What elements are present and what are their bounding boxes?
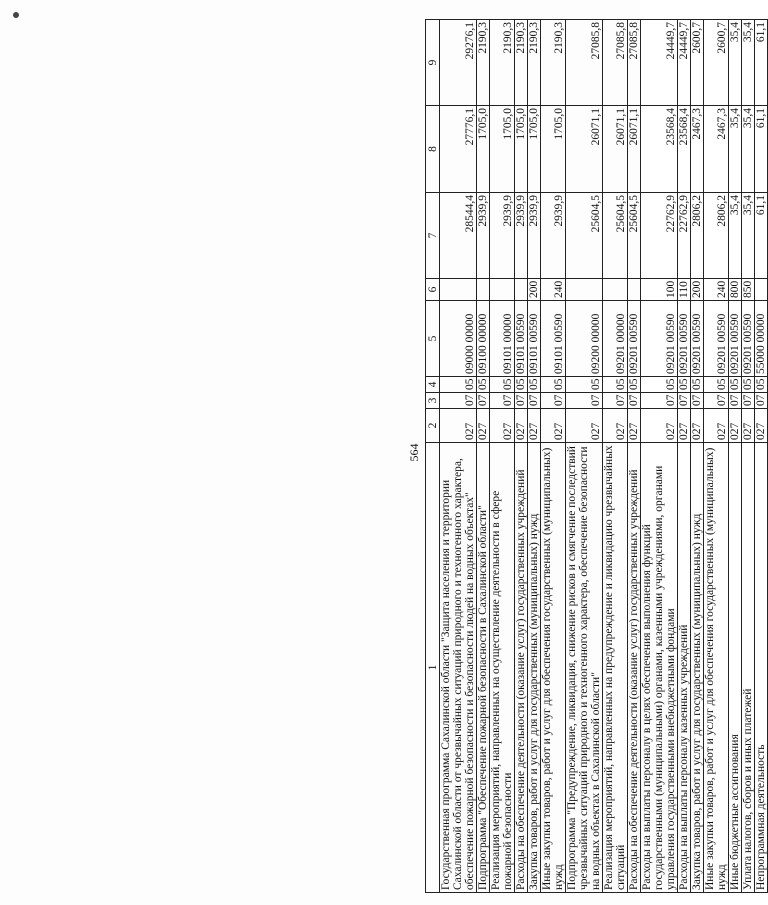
amount-col8-cell: 26071,1 [628,106,641,193]
amount-col7-cell: 2939,9 [528,193,541,279]
table-row [691,20,704,893]
amount-col9-cell: 24449,7 [641,20,678,106]
expense-type-cell: 240 [704,279,729,301]
table-row [704,20,729,893]
amount-col9-cell: 27085,8 [566,20,603,106]
row-name-cell: Подпрограмма "Обеспечение пожарной безопасности в Сахалинской области" [477,443,490,893]
amount-col8-cell: 23568,4 [678,106,691,193]
section-code-cell: 07 [603,393,628,409]
expense-type-cell [566,279,603,301]
admin-code-cell: 027 [729,409,742,443]
admin-code-cell: 027 [440,409,477,443]
amount-col8-cell: 23568,4 [641,106,678,193]
target-article-cell: 09201 00590 [729,301,742,377]
header-cell: 6 [426,279,440,301]
row-name-cell: Расходы на выплаты персоналу казенных учреждений [678,443,691,893]
table-row [755,20,768,893]
subsection-code-cell: 05 [490,377,515,393]
header-cell: 9 [426,20,440,106]
header-cell: 3 [426,393,440,409]
subsection-code-cell: 05 [704,377,729,393]
admin-code-cell: 027 [691,409,704,443]
amount-col9-cell: 29276,1 [440,20,477,106]
amount-col9-cell: 2600,7 [704,20,729,106]
expense-type-cell: 240 [541,279,566,301]
amount-col7-cell: 35,4 [742,193,755,279]
section-code-cell: 07 [490,393,515,409]
amount-col7-cell: 2939,9 [541,193,566,279]
target-article-cell: 55000 00000 [755,301,768,377]
row-name-cell: Уплата налогов, сборов и иных платежей [742,443,755,893]
expense-type-cell [490,279,515,301]
row-name-cell: Иные бюджетные ассигнования [729,443,742,893]
table-row [678,20,691,893]
amount-col9-cell: 35,4 [729,20,742,106]
row-name-cell: Непрограммная деятельность [755,443,768,893]
subsection-code-cell: 05 [729,377,742,393]
subsection-code-cell: 05 [515,377,528,393]
table-row [729,20,742,893]
header-cell: 1 [426,443,440,893]
section-code-cell: 07 [515,393,528,409]
amount-col8-cell: 1705,0 [490,106,515,193]
admin-code-cell: 027 [678,409,691,443]
expense-type-cell: 850 [742,279,755,301]
section-code-cell: 07 [678,393,691,409]
subsection-code-cell: 05 [566,377,603,393]
subsection-code-cell: 05 [440,377,477,393]
subsection-code-cell: 05 [628,377,641,393]
expense-type-cell: 200 [691,279,704,301]
amount-col7-cell: 25604,5 [566,193,603,279]
page-number: 564 [407,443,421,462]
target-article-cell: 09201 00000 [603,301,628,377]
target-article-cell: 09101 00590 [515,301,528,377]
section-code-cell: 07 [641,393,678,409]
admin-code-cell: 027 [603,409,628,443]
expense-type-cell: 200 [528,279,541,301]
subsection-code-cell: 05 [528,377,541,393]
section-code-cell: 07 [691,393,704,409]
admin-code-cell: 027 [528,409,541,443]
row-name-cell: Государственная программа Сахалинской области "Защита населения и территории Сахалинской области от чрезвычайных ситуаций природного и техногенного характера, обеспечение пожарной безопасности и безопасности людей на водных объектах" [440,443,477,893]
amount-col7-cell: 61,1 [755,193,768,279]
table-row [628,20,641,893]
row-name-cell: Закупка товаров, работ и услуг для государственных (муниципальных) нужд [528,443,541,893]
subsection-code-cell: 05 [477,377,490,393]
table-row [440,20,477,893]
admin-code-cell: 027 [490,409,515,443]
admin-code-cell: 027 [628,409,641,443]
section-code-cell: 07 [528,393,541,409]
amount-col8-cell: 26071,1 [603,106,628,193]
section-code-cell: 07 [541,393,566,409]
amount-col8-cell: 1705,0 [541,106,566,193]
admin-code-cell: 027 [566,409,603,443]
expense-type-cell [755,279,768,301]
amount-col7-cell: 2939,9 [515,193,528,279]
target-article-cell: 09201 00590 [641,301,678,377]
expense-type-cell [515,279,528,301]
amount-col9-cell: 2190,3 [515,20,528,106]
target-article-cell: 09000 00000 [440,301,477,377]
expense-type-cell: 800 [729,279,742,301]
subsection-code-cell: 05 [641,377,678,393]
table-row [566,20,603,893]
amount-col8-cell: 26071,1 [566,106,603,193]
expense-type-cell [628,279,641,301]
section-code-cell: 07 [628,393,641,409]
table-row [477,20,490,893]
admin-code-cell: 027 [477,409,490,443]
target-article-cell: 09101 00590 [528,301,541,377]
section-code-cell: 07 [566,393,603,409]
expense-type-cell [477,279,490,301]
expense-type-cell: 100 [641,279,678,301]
subsection-code-cell: 05 [755,377,768,393]
header-cell: 5 [426,301,440,377]
table-row [603,20,628,893]
row-name-cell: Расходы на обеспечение деятельности (оказание услуг) государственных учреждений [628,443,641,893]
row-name-cell: Подпрограмма "Предупреждение, ликвидация, снижение рисков и смягчение последствий чрезвычайных ситуаций природного и техногенного характера, обеспечение безопасности на водных объектах в Сахалинской области" [566,443,603,893]
table-row [742,20,755,893]
row-name-cell: Реализация мероприятий, направленных на осуществление деятельности в сфере пожарной безопасности [490,443,515,893]
expense-type-cell [603,279,628,301]
amount-col9-cell: 2190,3 [528,20,541,106]
amount-col7-cell: 25604,5 [628,193,641,279]
subsection-code-cell: 05 [603,377,628,393]
table-row [515,20,528,893]
header-cell: 4 [426,377,440,393]
header-cell: 2 [426,409,440,443]
amount-col9-cell: 2190,3 [490,20,515,106]
amount-col8-cell: 2467,3 [691,106,704,193]
section-code-cell: 07 [477,393,490,409]
target-article-cell: 09201 00590 [742,301,755,377]
amount-col7-cell: 2806,2 [691,193,704,279]
row-name-cell: Иные закупки товаров, работ и услуг для обеспечения государственных (муниципальных) нужд [704,443,729,893]
subsection-code-cell: 05 [678,377,691,393]
amount-col9-cell: 27085,8 [603,20,628,106]
section-code-cell: 07 [729,393,742,409]
target-article-cell: 09100 00000 [477,301,490,377]
target-article-cell: 09201 00590 [628,301,641,377]
admin-code-cell: 027 [704,409,729,443]
table-header-row [426,20,440,893]
amount-col7-cell: 35,4 [729,193,742,279]
row-name-cell: Расходы на обеспечение деятельности (оказание услуг) государственных учреждений [515,443,528,893]
row-name-cell: Закупка товаров, работ и услуг для государственных (муниципальных) нужд [691,443,704,893]
target-article-cell: 09101 00590 [541,301,566,377]
section-code-cell: 07 [440,393,477,409]
row-name-cell: Расходы на выплаты персоналу в целях обеспечения выполнения функций государственными (муниципальными) органами, казенными учреждениями, органами управления государственными внебюджетными фондами [641,443,678,893]
amount-col9-cell: 2190,3 [541,20,566,106]
amount-col7-cell: 22762,9 [678,193,691,279]
section-code-cell: 07 [742,393,755,409]
row-name-cell: Реализация мероприятий, направленных на предупреждение и ликвидацию чрезвычайных ситуаций [603,443,628,893]
amount-col7-cell: 2806,2 [704,193,729,279]
amount-col8-cell: 61,1 [755,106,768,193]
amount-col9-cell: 24449,7 [678,20,691,106]
amount-col8-cell: 35,4 [729,106,742,193]
amount-col9-cell: 2600,7 [691,20,704,106]
amount-col9-cell: 35,4 [742,20,755,106]
expense-type-cell: 110 [678,279,691,301]
row-name-cell: Иные закупки товаров, работ и услуг для обеспечения государственных (муниципальных) нужд [541,443,566,893]
subsection-code-cell: 05 [541,377,566,393]
table-row [541,20,566,893]
admin-code-cell: 027 [755,409,768,443]
table-row [528,20,541,893]
section-code-cell: 07 [755,393,768,409]
target-article-cell: 09201 00590 [704,301,729,377]
admin-code-cell: 027 [515,409,528,443]
amount-col8-cell: 1705,0 [515,106,528,193]
subsection-code-cell: 05 [742,377,755,393]
amount-col7-cell: 25604,5 [603,193,628,279]
budget-table [425,19,768,893]
admin-code-cell: 027 [742,409,755,443]
expense-type-cell [440,279,477,301]
table-row [641,20,678,893]
target-article-cell: 09201 00590 [691,301,704,377]
amount-col8-cell: 1705,0 [477,106,490,193]
table-row [490,20,515,893]
target-article-cell: 09201 00590 [678,301,691,377]
amount-col9-cell: 27085,8 [628,20,641,106]
section-code-cell: 07 [704,393,729,409]
amount-col7-cell: 28544,4 [440,193,477,279]
amount-col9-cell: 61,1 [755,20,768,106]
amount-col8-cell: 35,4 [742,106,755,193]
target-article-cell: 09200 00000 [566,301,603,377]
amount-col7-cell: 2939,9 [490,193,515,279]
amount-col7-cell: 2939,9 [477,193,490,279]
header-cell: 8 [426,106,440,193]
admin-code-cell: 027 [541,409,566,443]
header-cell: 7 [426,193,440,279]
amount-col9-cell: 2190,3 [477,20,490,106]
amount-col8-cell: 1705,0 [528,106,541,193]
amount-col8-cell: 2467,3 [704,106,729,193]
subsection-code-cell: 05 [691,377,704,393]
amount-col8-cell: 27776,1 [440,106,477,193]
admin-code-cell: 027 [641,409,678,443]
amount-col7-cell: 22762,9 [641,193,678,279]
target-article-cell: 09101 00000 [490,301,515,377]
